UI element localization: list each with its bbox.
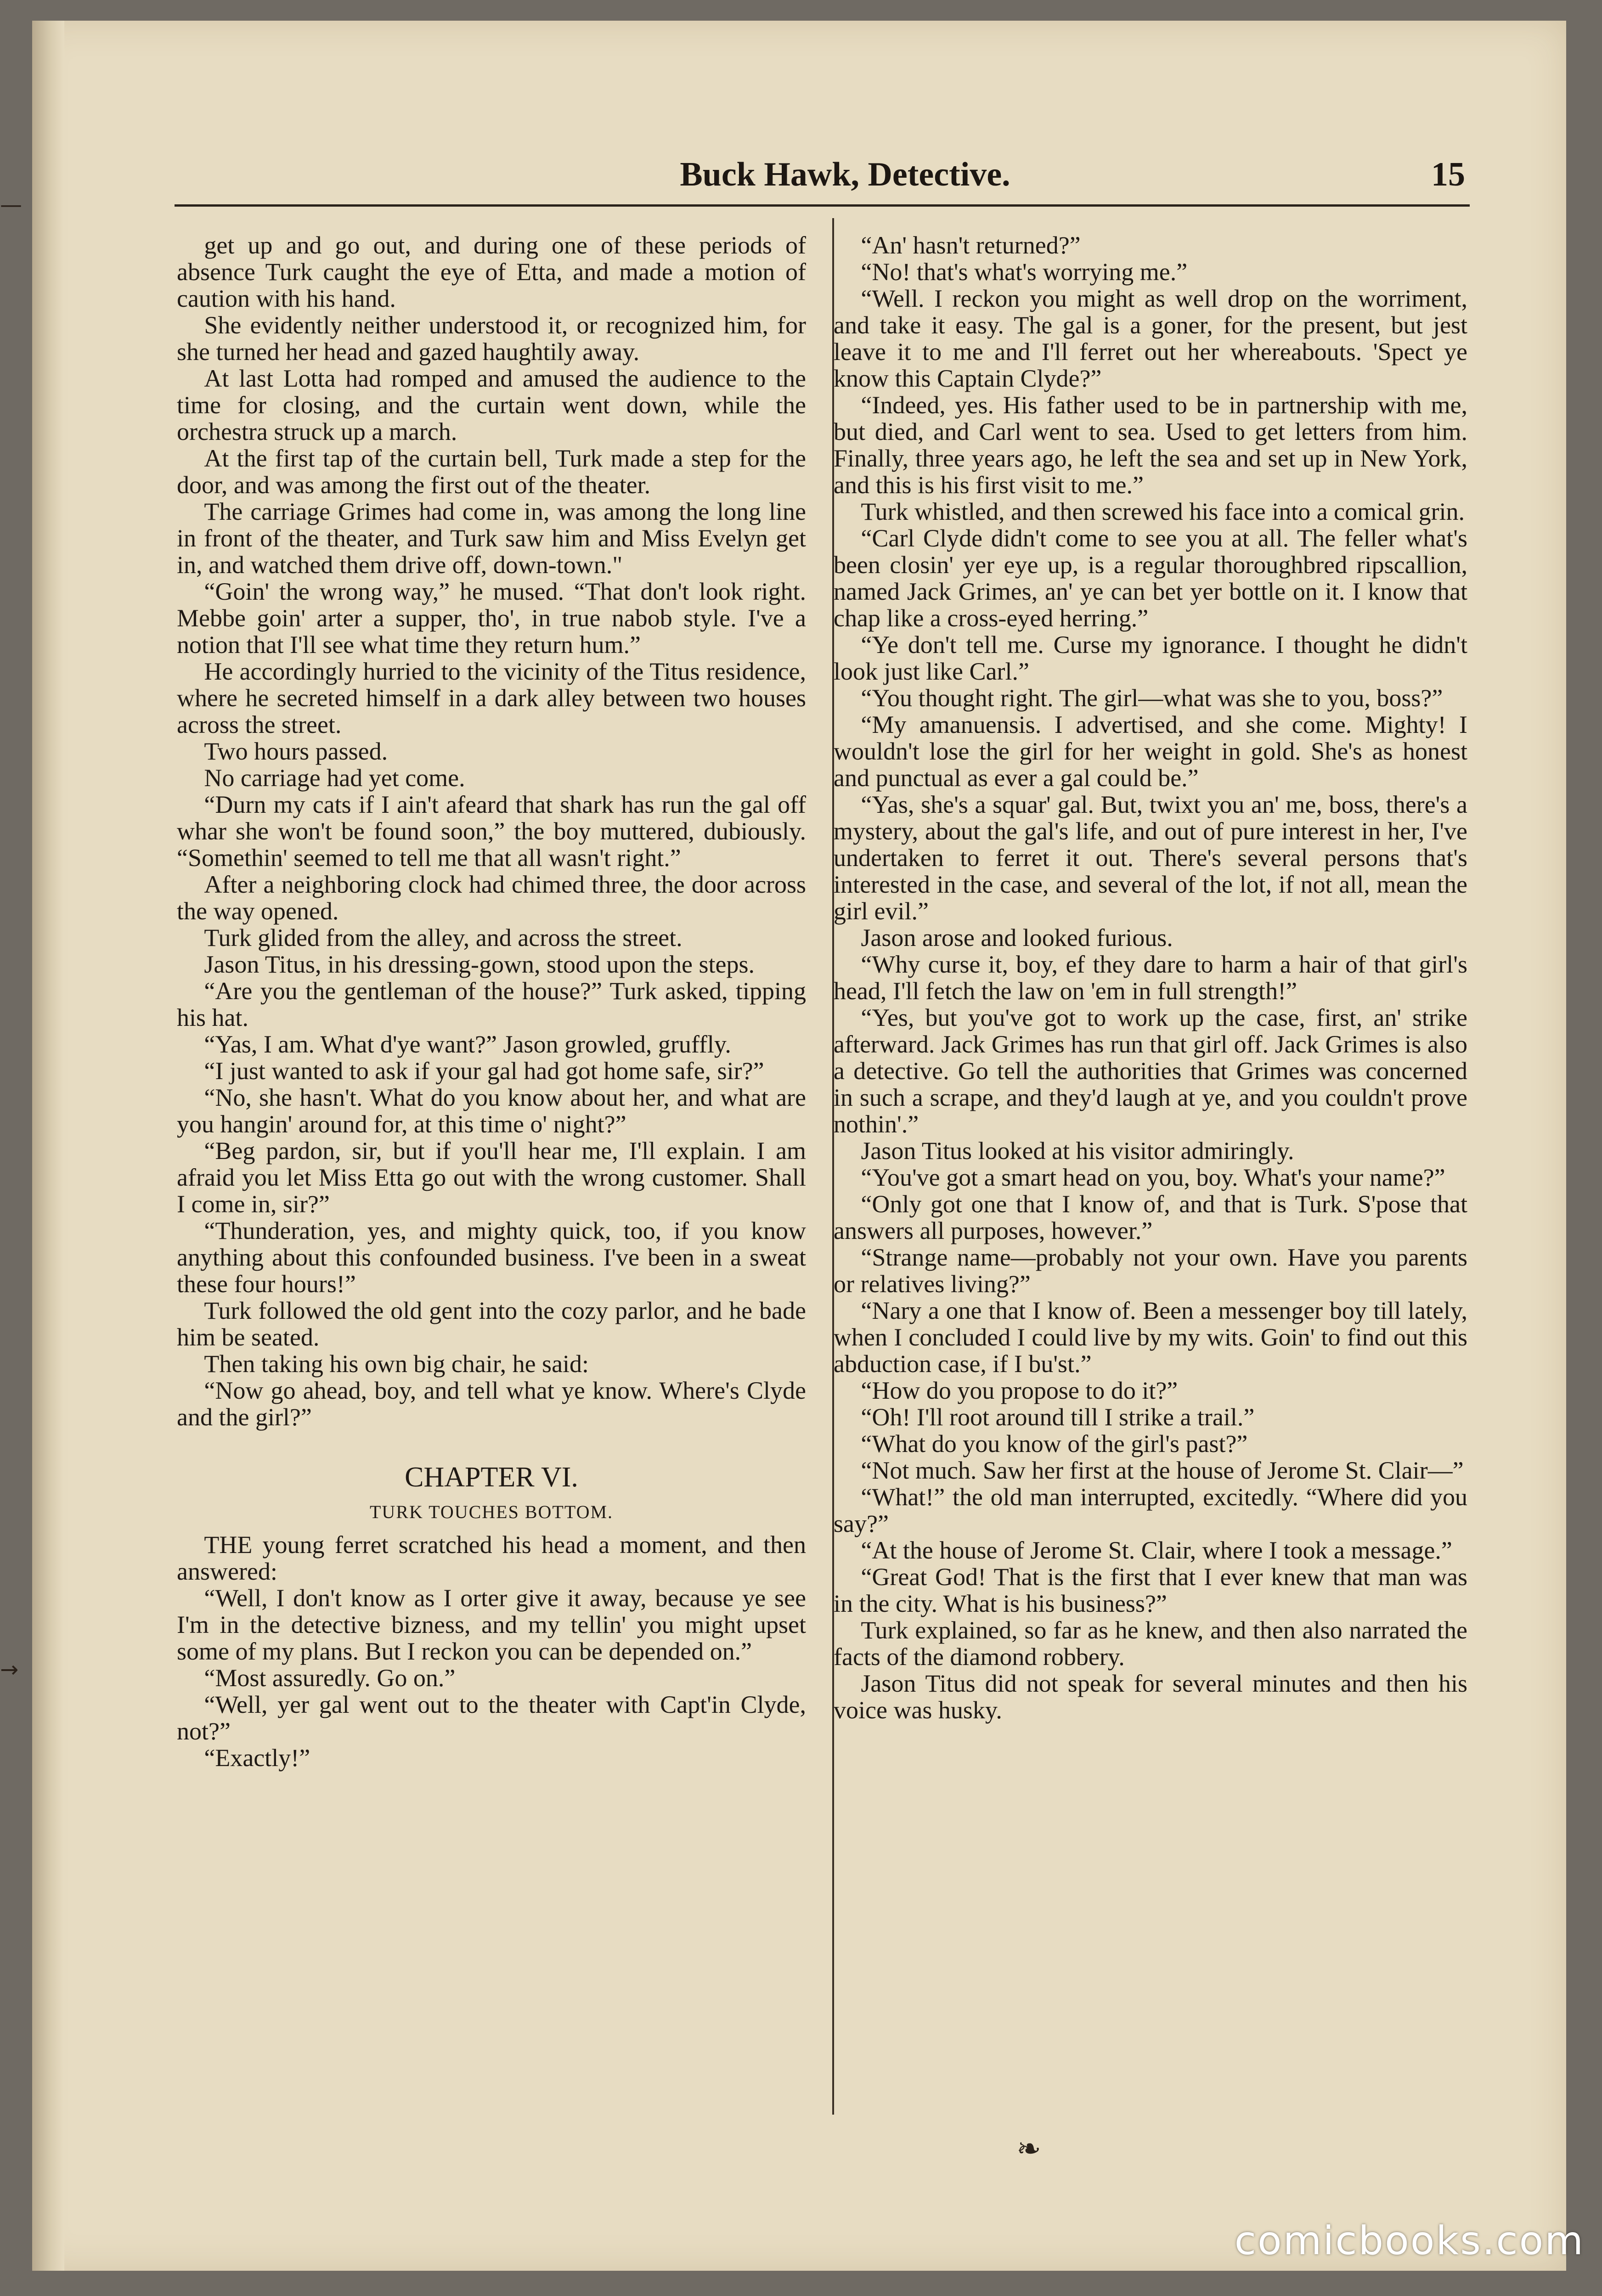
paragraph: He accordingly hurried to the vicinity of the Titus residence, where he secreted himself in a dark alley between two houses across the street. xyxy=(177,658,806,738)
chapter-title: CHAPTER VI. xyxy=(405,1462,578,1493)
paragraph: After a neighboring clock had chimed three, the door across the way opened. xyxy=(177,871,806,925)
paragraph: “I just wanted to ask if your gal had got home safe, sir?” xyxy=(204,1057,764,1085)
paragraph: Jason arose and looked furious. xyxy=(861,924,1173,951)
paragraph: “Oh! I'll root around till I strike a trail.” xyxy=(861,1403,1255,1431)
paragraph: At the first tap of the curtain bell, Turk made a step for the door, and was among the first out of the theater. xyxy=(177,445,806,499)
paragraph: “Yas, she's a squar' gal. But, twixt you an' me, boss, there's a mystery, about the gal's life, and out of pure interest in her, I've undertaken to ferret it out. There's several persons that's interested in the case, and several of the lot, if not all, mean the girl evil.” xyxy=(834,791,1467,925)
paragraph: “An' hasn't returned?” xyxy=(861,232,1081,259)
left-paragraphs-before xyxy=(177,232,806,1430)
paragraph: “Now go ahead, boy, and tell what ye know. Where's Clyde and the girl?” xyxy=(177,1377,806,1431)
right-paragraphs xyxy=(834,232,1467,1723)
paragraph: She evidently neither understood it, or recognized him, for she turned her head and gazed haughtily away. xyxy=(177,311,806,366)
paragraph: “No! that's what's worrying me.” xyxy=(861,258,1188,286)
paragraph: “Well, yer gal went out to the theater with Capt'in Clyde, not?” xyxy=(177,1691,806,1745)
paragraph: “Not much. Saw her first at the house of Jerome St. Clair—” xyxy=(861,1457,1464,1484)
paragraph: “Thunderation, yes, and mighty quick, too, if you know anything about this confounded business. I've been in a sweat these four hours!” xyxy=(177,1217,806,1298)
paragraph: THE young ferret scratched his head a moment, and then answered: xyxy=(177,1531,806,1585)
paragraph: At last Lotta had romped and amused the audience to the time for closing, and the curtain went down, while the orchestra struck up a march. xyxy=(177,365,806,445)
paragraph: “Durn my cats if I ain't afeard that shark has run the gal off whar she won't be found soon,” the boy muttered, dubiously. “Somethin' seemed to tell me that all wasn't right.” xyxy=(177,791,806,872)
paragraph: “Strange name—probably not your own. Have you parents or relatives living?” xyxy=(834,1244,1467,1298)
paragraph: “Exactly!” xyxy=(204,1744,310,1772)
paragraph: Two hours passed. xyxy=(204,737,388,765)
paragraph: “What do you know of the girl's past?” xyxy=(861,1430,1248,1458)
left-paragraphs-after xyxy=(177,1531,806,1771)
header-rule xyxy=(175,204,1470,207)
paragraph: “At the house of Jerome St. Clair, where I took a message.” xyxy=(861,1536,1452,1564)
left-column xyxy=(177,232,806,2124)
fleuron-icon: ❧ xyxy=(1016,2132,1041,2166)
paragraph: “Are you the gentleman of the house?” Turk asked, tipping his hat. xyxy=(177,977,806,1031)
paragraph: Jason Titus did not speak for several minutes and then his voice was husky. xyxy=(834,1670,1467,1724)
paragraph: “Why curse it, boy, ef they dare to harm a hair of that girl's head, I'll fetch the law on 'em in full strength!” xyxy=(834,951,1467,1005)
right-column xyxy=(834,232,1467,2124)
paragraph: “Nary a one that I know of. Been a messenger boy till lately, when I concluded I could live by my wits. Goin' to find out this abduction case, if I bu'st.” xyxy=(834,1297,1467,1378)
paragraph: “Only got one that I know of, and that is Turk. S'pose that answers all purposes, however.” xyxy=(834,1190,1467,1244)
chapter-subtitle: TURK TOUCHES BOTTOM. xyxy=(369,1502,614,1522)
running-head-title: Buck Hawk, Detective. xyxy=(680,156,1010,193)
page-number: 15 xyxy=(1431,156,1465,193)
paragraph: “Goin' the wrong way,” he mused. “That don't look right. Mebbe goin' arter a supper, tho', in true nabob style. I've a notion that I'll see what time they return hum.” xyxy=(177,578,806,658)
paragraph: “Carl Clyde didn't come to see you at all. The feller what's been closin' yer eye up, is a regular thoroughbred ripscallion, named Jack Grimes, an' ye can bet yer bottle on it. I know that chap like a cross-eyed herring.” xyxy=(834,524,1467,632)
paragraph: “Ye don't tell me. Curse my ignorance. I thought he didn't look just like Carl.” xyxy=(834,631,1467,685)
paragraph: Turk glided from the alley, and across the street. xyxy=(204,924,683,951)
paragraph: “Yas, I am. What d'ye want?” Jason growled, gruffly. xyxy=(204,1030,731,1058)
paragraph: No carriage had yet come. xyxy=(204,764,465,792)
stitch-icon: → xyxy=(0,1657,19,1683)
paragraph: “Great God! That is the first that I ever knew that man was in the city. What is his business?” xyxy=(834,1563,1467,1617)
paragraph: “Well, I don't know as I orter give it away, because ye see I'm in the detective bizness, and my tellin' you might upset some of my plans. But I reckon you can be depended on.” xyxy=(177,1584,806,1665)
paragraph: “What!” the old man interrupted, excitedly. “Where did you say?” xyxy=(834,1483,1467,1537)
paragraph: The carriage Grimes had come in, was among the long line in front of the theater, and Turk saw him and Miss Evelyn get in, and watched them drive off, down-town." xyxy=(177,498,806,579)
paragraph: Jason Titus, in his dressing-gown, stood upon the steps. xyxy=(204,951,755,978)
paragraph: “Yes, but you've got to work up the case, first, an' strike afterward. Jack Grimes has run that girl off. Jack Grimes is also a detective. Go tell the authorities that Grimes was concerned in such a scrape, and they'd laugh at ye, and you couldn't prove nothin'.” xyxy=(834,1004,1467,1138)
paragraph: Jason Titus looked at his visitor admiringly. xyxy=(861,1137,1294,1165)
paragraph: “How do you propose to do it?” xyxy=(861,1377,1178,1404)
paragraph: “You've got a smart head on you, boy. What's your name?” xyxy=(861,1164,1445,1191)
paragraph: “No, she hasn't. What do you know about her, and what are you hangin' around for, at this time o' night?” xyxy=(177,1084,806,1138)
paragraph: Then taking his own big chair, he said: xyxy=(204,1350,589,1378)
paragraph: Turk whistled, and then screwed his face into a comical grin. xyxy=(861,498,1465,525)
paragraph: “My amanuensis. I advertised, and she come. Mighty! I wouldn't lose the girl for her weight in gold. She's as honest and punctual as ever a gal could be.” xyxy=(834,711,1467,792)
paragraph: “You thought right. The girl—what was she to you, boss?” xyxy=(861,684,1443,712)
paragraph: “Well. I reckon you might as well drop on the worriment, and take it easy. The gal is a goner, for the present, but jest leave it to me and I'll ferret out her whereabouts. 'Spect ye know this Captain Clyde?” xyxy=(834,285,1467,392)
paragraph: “Most assuredly. Go on.” xyxy=(204,1664,456,1692)
binding-stitches xyxy=(0,21,55,2271)
paragraph: “Indeed, yes. His father used to be in partnership with me, but died, and Carl went to sea. Used to get letters from him. Finally, three years ago, he left the sea and set up in New York, and this is his first visit to me.” xyxy=(834,391,1467,499)
paragraph: Turk followed the old gent into the cozy parlor, and he bade him be seated. xyxy=(177,1297,806,1351)
paragraph: get up and go out, and during one of these periods of absence Turk caught the eye of Etta, and made a motion of caution with his hand. xyxy=(177,232,806,312)
watermark: comicbooks.com xyxy=(1234,2218,1585,2264)
paragraph: Turk explained, so far as he knew, and then also narrated the facts of the diamond robbery. xyxy=(834,1616,1467,1671)
stitch-icon: — xyxy=(0,192,22,218)
paragraph: “Beg pardon, sir, but if you'll hear me, I'll explain. I am afraid you let Miss Etta go out with the wrong customer. Shall I come in, sir?” xyxy=(177,1137,806,1218)
